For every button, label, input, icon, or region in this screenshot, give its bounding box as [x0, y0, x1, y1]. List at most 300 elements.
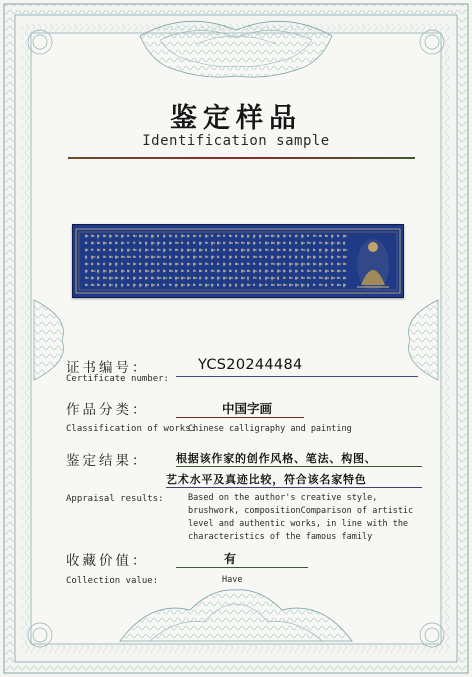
calligraphy-glyph	[235, 242, 239, 244]
calligraphy-glyph	[85, 270, 88, 274]
calligraphy-glyph	[139, 277, 142, 280]
calligraphy-glyph	[145, 242, 147, 246]
calligraphy-glyph	[205, 249, 207, 252]
calligraphy-glyph	[331, 256, 333, 260]
calligraphy-glyph	[259, 277, 261, 280]
calligraphy-glyph	[295, 277, 298, 281]
collection-underline	[176, 567, 308, 568]
calligraphy-glyph	[337, 284, 341, 287]
calligraphy-glyph	[145, 235, 148, 238]
calligraphy-glyph	[331, 249, 335, 253]
calligraphy-glyph	[103, 284, 106, 287]
calligraphy-glyph	[121, 277, 125, 281]
calligraphy-glyph	[283, 277, 286, 279]
classification-label-en: Classification of works:	[66, 424, 197, 434]
calligraphy-glyph	[253, 284, 255, 286]
calligraphy-glyph	[97, 256, 99, 260]
calligraphy-glyph	[163, 256, 166, 259]
calligraphy-glyph	[271, 249, 274, 251]
calligraphy-glyph	[121, 284, 124, 288]
calligraphy-glyph	[319, 242, 322, 244]
calligraphy-glyph	[139, 242, 142, 245]
calligraphy-glyph	[187, 263, 190, 266]
calligraphy-glyph	[217, 242, 221, 245]
calligraphy-glyph	[85, 235, 88, 238]
calligraphy-glyph	[247, 263, 250, 265]
calligraphy-glyph	[253, 249, 257, 252]
calligraphy-glyph	[157, 263, 160, 266]
calligraphy-glyph	[175, 270, 178, 273]
calligraphy-glyph	[109, 256, 113, 258]
calligraphy-glyph	[175, 249, 178, 252]
calligraphy-glyph	[259, 242, 261, 244]
calligraphy-glyph	[205, 235, 208, 238]
calligraphy-glyph	[307, 284, 309, 288]
calligraphy-glyph	[241, 277, 245, 280]
calligraphy-glyph	[343, 270, 346, 272]
cert-number-value: YCS20244484	[198, 357, 303, 373]
calligraphy-glyph	[283, 270, 286, 273]
calligraphy-glyph	[85, 242, 87, 244]
calligraphy-glyph	[151, 270, 155, 274]
calligraphy-glyph	[85, 284, 88, 286]
calligraphy-glyph	[337, 242, 341, 245]
appraisal-underline-2	[166, 487, 422, 488]
calligraphy-glyph	[229, 249, 233, 252]
calligraphy-glyph	[337, 263, 341, 266]
calligraphy-glyph	[127, 242, 129, 244]
calligraphy-glyph	[103, 242, 107, 245]
calligraphy-glyph	[97, 270, 99, 274]
calligraphy-glyph	[259, 263, 262, 266]
calligraphy-glyph	[211, 277, 215, 280]
calligraphy-glyph	[223, 235, 225, 237]
calligraphy-glyph	[193, 249, 196, 253]
calligraphy-glyph	[181, 249, 183, 252]
calligraphy-glyph	[235, 277, 238, 280]
calligraphy-glyph	[109, 277, 113, 281]
calligraphy-glyph	[319, 284, 323, 286]
calligraphy-glyph	[277, 235, 280, 238]
calligraphy-glyph	[337, 249, 341, 252]
calligraphy-glyph	[277, 249, 280, 252]
calligraphy-glyph	[91, 249, 93, 251]
calligraphy-glyph	[181, 284, 185, 287]
calligraphy-glyph	[151, 242, 155, 246]
calligraphy-glyph	[85, 277, 89, 279]
calligraphy-glyph	[319, 277, 323, 279]
calligraphy-glyph	[229, 263, 231, 266]
calligraphy-glyph	[217, 256, 219, 259]
calligraphy-glyph	[163, 263, 167, 265]
collection-label-en: Collection value:	[66, 576, 159, 586]
calligraphy-glyph	[169, 256, 171, 259]
calligraphy-glyph	[229, 284, 232, 287]
calligraphy-glyph	[133, 277, 136, 280]
calligraphy-glyph	[271, 256, 274, 260]
calligraphy-glyph	[301, 270, 304, 272]
calligraphy-glyph	[169, 277, 172, 279]
calligraphy-glyph	[337, 270, 341, 273]
calligraphy-glyph	[265, 263, 268, 267]
calligraphy-glyph	[325, 249, 328, 253]
calligraphy-glyph	[241, 235, 244, 238]
calligraphy-glyph	[337, 235, 339, 238]
calligraphy-glyph	[199, 284, 202, 286]
calligraphy-glyph	[85, 256, 87, 260]
calligraphy-glyph	[331, 277, 335, 280]
calligraphy-glyph	[169, 242, 172, 245]
calligraphy-glyph	[121, 270, 125, 273]
calligraphy-glyph	[253, 263, 255, 265]
calligraphy-glyph	[283, 249, 286, 252]
calligraphy-glyph	[223, 277, 227, 280]
calligraphy-glyph	[301, 256, 303, 259]
calligraphy-glyph	[181, 235, 185, 238]
calligraphy-glyph	[343, 277, 346, 280]
calligraphy-glyph	[337, 256, 341, 258]
calligraphy-glyph	[139, 256, 141, 258]
calligraphy-glyph	[175, 277, 179, 281]
title-divider	[68, 157, 415, 159]
calligraphy-glyph	[139, 249, 141, 253]
calligraphy-glyph	[205, 242, 208, 244]
calligraphy-glyph	[133, 263, 136, 266]
calligraphy-glyph	[181, 256, 184, 260]
calligraphy-glyph	[289, 263, 293, 267]
calligraphy-glyph	[235, 270, 237, 273]
calligraphy-glyph	[115, 263, 118, 267]
calligraphy-glyph	[295, 270, 298, 273]
calligraphy-glyph	[205, 256, 208, 258]
appraisal-value-en-line4: characteristics of the famous family	[188, 532, 373, 542]
calligraphy-glyph	[127, 284, 130, 287]
calligraphy-glyph	[91, 235, 95, 237]
calligraphy-glyph	[115, 270, 117, 273]
calligraphy-glyph	[217, 235, 220, 237]
calligraphy-glyph	[289, 284, 293, 287]
calligraphy-glyph	[241, 284, 244, 288]
calligraphy-glyph	[151, 284, 155, 287]
calligraphy-glyph	[307, 270, 311, 272]
calligraphy-glyph	[283, 284, 287, 286]
calligraphy-glyph	[133, 270, 135, 274]
calligraphy-glyph	[223, 242, 225, 245]
calligraphy-glyph	[325, 235, 328, 237]
calligraphy-glyph	[181, 263, 184, 266]
calligraphy-glyph	[265, 284, 268, 286]
calligraphy-glyph	[265, 270, 268, 274]
calligraphy-glyph	[97, 249, 100, 252]
calligraphy-glyph	[313, 270, 317, 273]
calligraphy-glyph	[319, 249, 322, 253]
calligraphy-glyph	[127, 270, 130, 273]
calligraphy-glyph	[301, 242, 305, 245]
calligraphy-glyph	[343, 242, 345, 246]
calligraphy-glyph	[97, 235, 99, 239]
calligraphy-glyph	[193, 270, 196, 272]
calligraphy-glyph	[157, 249, 161, 251]
calligraphy-glyph	[121, 256, 125, 259]
calligraphy-glyph	[265, 249, 269, 251]
calligraphy-scroll	[73, 225, 403, 297]
calligraphy-glyph	[241, 242, 245, 244]
calligraphy-glyph	[151, 256, 155, 259]
calligraphy-glyph	[133, 242, 135, 244]
calligraphy-glyph	[211, 284, 214, 288]
calligraphy-glyph	[241, 256, 245, 258]
calligraphy-glyph	[223, 256, 225, 259]
calligraphy-glyph	[121, 249, 123, 253]
calligraphy-glyph	[181, 277, 185, 280]
calligraphy-glyph	[241, 270, 245, 273]
calligraphy-glyph	[253, 256, 257, 258]
calligraphy-glyph	[85, 249, 88, 252]
calligraphy-glyph	[289, 235, 291, 237]
calligraphy-glyph	[163, 270, 166, 273]
calligraphy-glyph	[253, 235, 256, 239]
classification-label-cn: 作品分类：	[66, 402, 149, 418]
calligraphy-glyph	[127, 277, 129, 280]
calligraphy-glyph	[271, 235, 275, 238]
calligraphy-glyph	[313, 235, 317, 237]
calligraphy-glyph	[343, 235, 347, 238]
calligraphy-glyph	[175, 256, 178, 258]
calligraphy-glyph	[175, 284, 178, 288]
calligraphy-glyph	[169, 235, 172, 238]
calligraphy-glyph	[313, 263, 316, 266]
calligraphy-glyph	[181, 270, 184, 272]
calligraphy-glyph	[331, 263, 333, 266]
calligraphy-glyph	[325, 284, 327, 287]
calligraphy-glyph	[307, 263, 310, 266]
calligraphy-glyph	[259, 256, 263, 258]
calligraphy-glyph	[97, 242, 100, 244]
calligraphy-glyph	[283, 256, 286, 258]
calligraphy-glyph	[175, 242, 179, 244]
calligraphy-glyph	[103, 270, 107, 273]
calligraphy-glyph	[175, 235, 177, 238]
calligraphy-glyph	[121, 235, 124, 239]
calligraphy-glyph	[157, 242, 160, 246]
calligraphy-glyph	[187, 256, 190, 259]
calligraphy-glyph	[247, 235, 249, 239]
appraisal-value-cn-line1: 根据该作家的创作风格、笔法、构图、	[176, 452, 377, 465]
calligraphy-glyph	[265, 277, 269, 281]
calligraphy-glyph	[253, 277, 257, 279]
calligraphy-glyph	[199, 242, 202, 246]
calligraphy-glyph	[229, 242, 233, 245]
cert-number-underline	[176, 376, 418, 377]
calligraphy-glyph	[193, 242, 195, 244]
calligraphy-glyph	[199, 256, 202, 258]
calligraphy-glyph	[265, 242, 269, 245]
calligraphy-glyph	[133, 249, 137, 251]
calligraphy-glyph	[199, 277, 202, 280]
calligraphy-glyph	[133, 284, 136, 288]
calligraphy-glyph	[187, 277, 191, 280]
calligraphy-glyph	[277, 284, 281, 286]
calligraphy-glyph	[313, 284, 315, 286]
calligraphy-glyph	[139, 263, 141, 266]
calligraphy-glyph	[259, 284, 263, 287]
calligraphy-glyph	[145, 263, 148, 267]
calligraphy-glyph	[301, 263, 305, 267]
calligraphy-glyph	[97, 277, 100, 281]
calligraphy-glyph	[193, 256, 197, 260]
calligraphy-glyph	[193, 277, 197, 280]
calligraphy-glyph	[133, 256, 136, 258]
calligraphy-glyph	[139, 270, 141, 273]
calligraphy-glyph	[121, 242, 124, 245]
calligraphy-glyph	[325, 256, 327, 258]
calligraphy-glyph	[205, 284, 209, 288]
calligraphy-glyph	[283, 242, 286, 244]
calligraphy-glyph	[163, 235, 165, 238]
calligraphy-glyph	[193, 284, 196, 286]
calligraphy-glyph	[307, 249, 309, 253]
calligraphy-glyph	[157, 277, 161, 280]
calligraphy-glyph	[91, 270, 95, 272]
appraisal-value-en-line2: brushwork, compositionComparison of artistic	[188, 506, 414, 516]
calligraphy-glyph	[247, 256, 249, 259]
calligraphy-glyph	[157, 284, 159, 287]
cert-number-label-en: Certificate number:	[66, 374, 169, 384]
calligraphy-glyph	[301, 235, 304, 239]
appraisal-value-en-line3: level and authentic works, in line with the	[188, 519, 409, 529]
calligraphy-glyph	[109, 249, 112, 251]
calligraphy-glyph	[103, 263, 105, 266]
calligraphy-glyph	[187, 242, 189, 245]
calligraphy-glyph	[319, 263, 323, 267]
calligraphy-glyph	[91, 277, 94, 280]
calligraphy-glyph	[295, 249, 299, 252]
calligraphy-glyph	[211, 256, 214, 260]
calligraphy-glyph	[115, 235, 118, 237]
calligraphy-glyph	[277, 277, 279, 281]
calligraphy-glyph	[199, 249, 203, 252]
calligraphy-glyph	[325, 263, 328, 266]
calligraphy-glyph	[235, 249, 238, 252]
calligraphy-glyph	[325, 242, 328, 245]
calligraphy-glyph	[271, 263, 275, 265]
calligraphy-glyph	[217, 277, 220, 281]
calligraphy-glyph	[331, 242, 335, 246]
calligraphy-glyph	[247, 242, 250, 245]
calligraphy-glyph	[241, 263, 244, 266]
calligraphy-glyph	[211, 249, 215, 253]
calligraphy-glyph	[271, 284, 275, 286]
calligraphy-glyph	[319, 270, 322, 272]
page-subtitle: Identification sample	[142, 133, 330, 149]
calligraphy-glyph	[109, 263, 112, 267]
calligraphy-glyph	[331, 270, 334, 273]
calligraphy-glyph	[217, 284, 219, 287]
calligraphy-glyph	[199, 235, 201, 238]
calligraphy-glyph	[289, 256, 291, 259]
calligraphy-glyph	[307, 277, 311, 279]
calligraphy-glyph	[205, 263, 209, 265]
calligraphy-glyph	[109, 270, 113, 274]
calligraphy-glyph	[127, 263, 130, 265]
calligraphy-glyph	[301, 284, 305, 288]
calligraphy-glyph	[277, 256, 281, 260]
calligraphy-glyph	[343, 256, 347, 259]
calligraphy-glyph	[115, 277, 118, 280]
calligraphy-glyph	[217, 263, 219, 266]
calligraphy-glyph	[217, 249, 219, 251]
calligraphy-glyph	[115, 284, 117, 288]
calligraphy-glyph	[151, 277, 154, 280]
calligraphy-glyph	[229, 256, 232, 260]
calligraphy-glyph	[247, 277, 249, 281]
figure-painting	[357, 239, 389, 291]
calligraphy-glyph	[223, 284, 226, 287]
calligraphy-glyph	[127, 235, 129, 237]
calligraphy-glyph	[271, 277, 275, 281]
calligraphy-glyph	[133, 235, 137, 237]
calligraphy-glyph	[91, 256, 95, 260]
calligraphy-glyph	[295, 235, 298, 238]
calligraphy-glyph	[127, 256, 131, 258]
appraisal-value-en-line1: Based on the author's creative style,	[188, 493, 378, 503]
calligraphy-glyph	[103, 249, 105, 251]
calligraphy-glyph	[295, 284, 299, 287]
calligraphy-glyph	[265, 256, 267, 259]
calligraphy-glyph	[145, 249, 149, 252]
calligraphy-glyph	[91, 284, 95, 287]
calligraphy-glyph	[187, 270, 189, 273]
calligraphy-glyph	[295, 263, 299, 267]
calligraphy-glyph	[229, 277, 233, 280]
calligraphy-glyph	[217, 270, 220, 273]
calligraphy-glyph	[259, 270, 261, 273]
appraisal-label-en: Appraisal results:	[66, 494, 164, 504]
calligraphy-glyph	[103, 256, 106, 258]
calligraphy-glyph	[265, 235, 269, 238]
calligraphy-glyph	[313, 256, 316, 260]
calligraphy-glyph	[241, 249, 245, 253]
calligraphy-glyph	[277, 263, 281, 266]
calligraphy-glyph	[289, 270, 292, 273]
calligraphy-glyph	[313, 242, 316, 245]
artwork-image	[72, 224, 404, 298]
calligraphy-glyph	[175, 263, 179, 266]
calligraphy-glyph	[295, 242, 297, 244]
calligraphy-glyph	[97, 263, 100, 266]
calligraphy-glyph	[229, 235, 232, 238]
calligraphy-glyph	[163, 249, 166, 253]
calligraphy-glyph	[151, 263, 155, 266]
calligraphy-glyph	[289, 242, 291, 245]
calligraphy-glyph	[235, 256, 237, 259]
calligraphy-glyph	[181, 242, 183, 244]
calligraphy-glyph	[109, 235, 112, 239]
calligraphy-glyph	[319, 256, 322, 259]
calligraphy-glyph	[115, 249, 118, 252]
calligraphy-glyph	[343, 249, 347, 252]
calligraphy-glyph	[331, 235, 334, 239]
collection-label-cn: 收藏价值：	[66, 553, 149, 569]
page-title: 鉴定样品	[170, 103, 302, 134]
calligraphy-glyph	[343, 284, 346, 288]
calligraphy-glyph	[169, 263, 172, 266]
calligraphy-glyph	[343, 263, 347, 266]
calligraphy-glyph	[139, 284, 142, 288]
calligraphy-glyph	[151, 235, 154, 239]
calligraphy-glyph	[247, 249, 250, 252]
calligraphy-glyph	[205, 277, 208, 280]
